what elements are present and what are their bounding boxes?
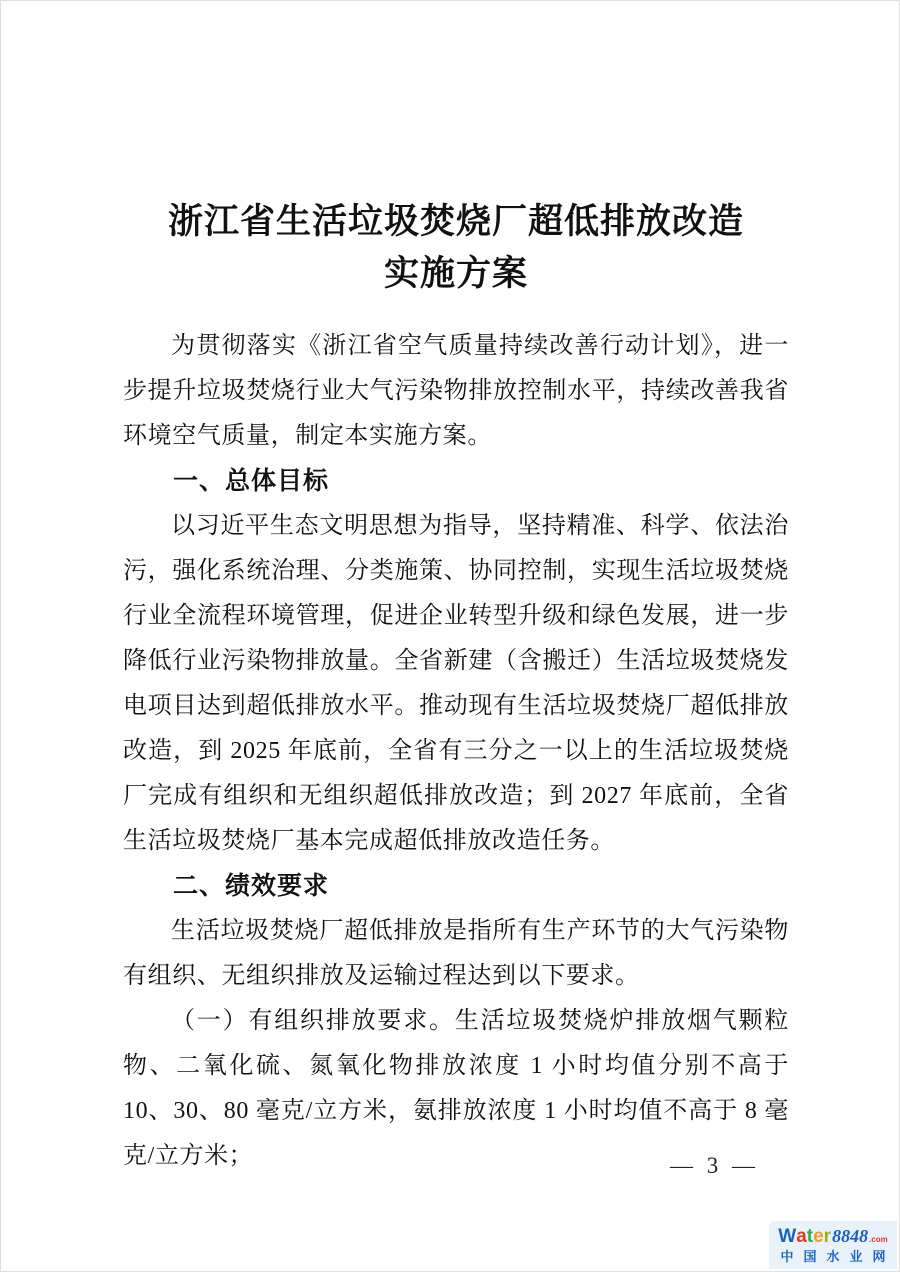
page-number: — 3 — bbox=[670, 1153, 759, 1178]
document-content bbox=[123, 1, 789, 1179]
brand-com-suffix: .com bbox=[869, 1235, 888, 1244]
paragraph-organized-emission-requirements: （一）有组织排放要求。生活垃圾焚烧炉排放烟气颗粒物、二氧化硫、氮氧化物排放浓度 1 小时均值分别不高于 10、30、80 毫克/立方米，氨排放浓度 1 小时均值不高于 8 毫克/立方米； bbox=[123, 1008, 789, 1169]
brand-number-8848: 8848 bbox=[832, 1226, 869, 1246]
document-title bbox=[123, 1, 789, 300]
paragraph-intro: 为贯彻落实《浙江省空气质量持续改善行动计划》，进一步提升垃圾焚烧行业大气污染物排放控制水平，持续改善我省环境空气质量，制定本实施方案。 bbox=[123, 333, 789, 449]
section-heading-performance-requirements: 二、绩效要求 bbox=[173, 872, 330, 900]
brand-letter-a: a bbox=[796, 1226, 807, 1247]
brand-letter-r: r bbox=[823, 1226, 832, 1247]
water8848-logo bbox=[769, 1221, 897, 1269]
paragraph-performance-definition: 生活垃圾焚烧厂超低排放是指所有生产环节的大气污染物有组织、无组织排放及运输过程达到以下要求。 bbox=[123, 918, 789, 989]
section-heading-overall-goals: 一、总体目标 bbox=[173, 467, 330, 495]
brand-letter-w: W bbox=[778, 1226, 797, 1247]
title-line-2: 实施方案 bbox=[383, 254, 528, 293]
brand-chinese-name: 中国水业网 bbox=[780, 1249, 896, 1264]
document-body bbox=[123, 324, 789, 1179]
brand-letter-t: t bbox=[806, 1226, 814, 1247]
paragraph-overall-goals: 以习近平生态文明思想为指导，坚持精准、科学、依法治污，强化系统治理、分类施策、协同控制，实现生活垃圾焚烧行业全流程环境管理，促进企业转型升级和绿色发展，进一步降低行业污染物排放量。全省新建（含搬迁）生活垃圾焚烧发电项目达到超低排放水平。推动现有生活垃圾焚烧厂超低排放改造，到 2025 年底前，全省有三分之一以上的生活垃圾焚烧厂完成有组织和无组织超低排放改造；到 2027 年底前，全省生活垃圾焚烧厂基本完成超低排放改造任务。 bbox=[123, 513, 789, 854]
water8848-wordmark bbox=[778, 1227, 888, 1246]
brand-letter-e: e bbox=[813, 1226, 824, 1247]
title-line-1: 浙江省生活垃圾焚烧厂超低排放改造 bbox=[167, 202, 744, 241]
